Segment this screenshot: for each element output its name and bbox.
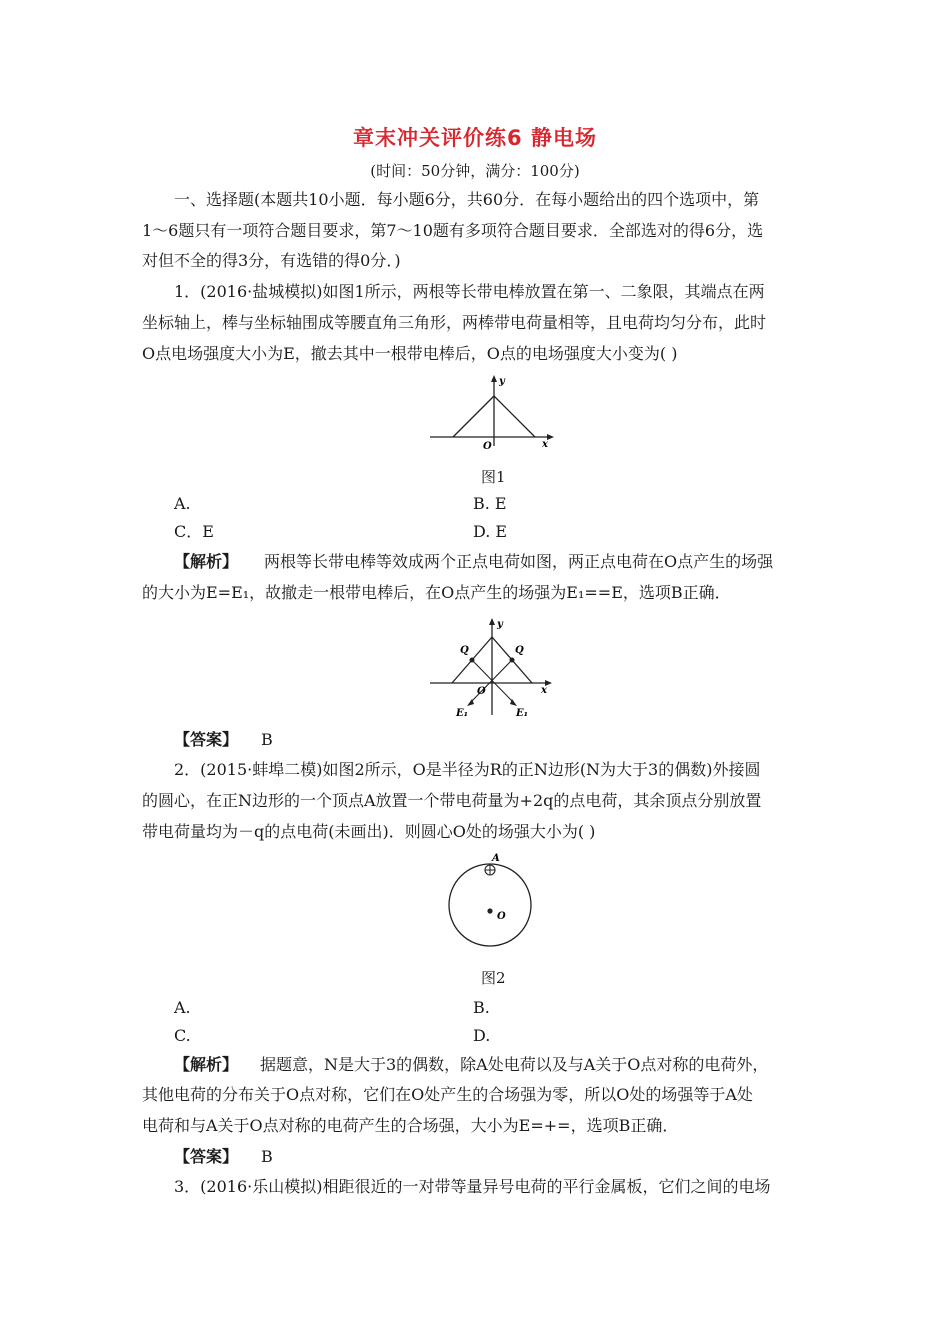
q1-line-2: 坐标轴上，棒与坐标轴围成等腰直角三角形，两棒带电荷量相等，且电荷均匀分布，此时 (142, 313, 767, 332)
page-title: 章末冲关评价练6 静电场 (353, 126, 597, 150)
q2-answer-tag: 【答案】 (174, 1147, 239, 1166)
fig2-a-label: A (492, 853, 500, 864)
fig2-o-label: O (497, 911, 506, 922)
fig1b-e1-right: E₁ (516, 708, 529, 719)
q2-line-3: 带电荷量均为－q的点电荷(未画出)．则圆心O处的场强大小为( ) (142, 822, 596, 841)
figure-2-diagram (440, 850, 550, 958)
fig1-y-label: y (499, 376, 505, 387)
q1-option-a: A. (174, 494, 191, 513)
fig1b-q-left: Q (460, 645, 469, 656)
fig1b-x-label: x (541, 685, 547, 696)
q2-analysis-line-2: 其他电荷的分布关于O点对称，它们在O处产生的合场强为零，所以O处的场强等于A处 (142, 1085, 753, 1104)
q2-analysis-line-1: 据题意，N是大于3的偶数，除A处电荷以及与A关于O点对称的电荷外， (260, 1055, 769, 1074)
figure-1-caption: 图1 (481, 468, 506, 486)
q2-analysis-line-3: 电荷和与A关于O点对称的电荷产生的合场强，大小为E=+=，选项B正确． (142, 1116, 679, 1135)
q2-answer: B (261, 1147, 273, 1166)
q3-line-1: 3．(2016·乐山模拟)相距很近的一对带等量异号电荷的平行金属板，它们之间的电场 (174, 1177, 771, 1196)
q2-analysis-tag: 【解析】 (174, 1055, 239, 1074)
q2-line-1: 2．(2015·蚌埠二模)如图2所示，O是半径为R的正N边形(N为大于3的偶数)外接圆 (174, 760, 761, 779)
q2-option-b: B. (473, 998, 490, 1017)
q1-analysis-line-1: 两根等长带电棒等效成两个正点电荷如图，两正点电荷在O点产生的场强 (264, 552, 774, 571)
fig1b-y-label: y (497, 619, 503, 630)
q1-analysis-line-2: 的大小为E=E₁，故撤走一根带电棒后，在O点产生的场强为E₁==E，选项B正确． (142, 583, 731, 602)
q2-option-d: D. (473, 1026, 491, 1045)
q2-option-c: C. (174, 1026, 191, 1045)
figure-1-diagram (425, 370, 560, 450)
q1-answer-tag: 【答案】 (174, 730, 239, 749)
fig1b-e1-left: E₁ (456, 708, 469, 719)
page-subtitle: (时间：50分钟，满分：100分) (370, 162, 580, 180)
q2-option-a: A. (174, 998, 191, 1017)
q1-answer: B (261, 730, 273, 749)
q1-option-b: B. E (473, 494, 507, 513)
figure-2-caption: 图2 (481, 969, 506, 987)
q1-analysis-tag: 【解析】 (174, 552, 239, 571)
fig1-x-label: x (542, 439, 548, 450)
intro-line-2: 1～6题只有一项符合题目要求，第7～10题有多项符合题目要求．全部选对的得6分，选 (142, 221, 764, 240)
q1-option-c: C．E (174, 522, 214, 541)
figure-1b-diagram (425, 615, 560, 720)
fig1b-q-right: Q (515, 645, 524, 656)
intro-line-1: 一、选择题(本题共10小题．每小题6分，共60分．在每小题给出的四个选项中，第 (174, 190, 760, 209)
q1-line-1: 1．(2016·盐城模拟)如图1所示，两根等长带电棒放置在第一、二象限，其端点在两 (174, 282, 765, 301)
q1-line-3: O点电场强度大小为E，撤去其中一根带电棒后，O点的电场强度大小变为( ) (142, 344, 678, 363)
fig1-origin-label: O (483, 441, 492, 450)
q2-line-2: 的圆心，在正N边形的一个顶点A放置一个带电荷量为+2q的点电荷，其余顶点分别放置 (142, 791, 762, 810)
intro-line-3: 对但不全的得3分，有选错的得0分．) (142, 251, 401, 270)
fig1b-origin-label: O (477, 686, 486, 697)
q1-option-d: D. E (473, 522, 508, 541)
